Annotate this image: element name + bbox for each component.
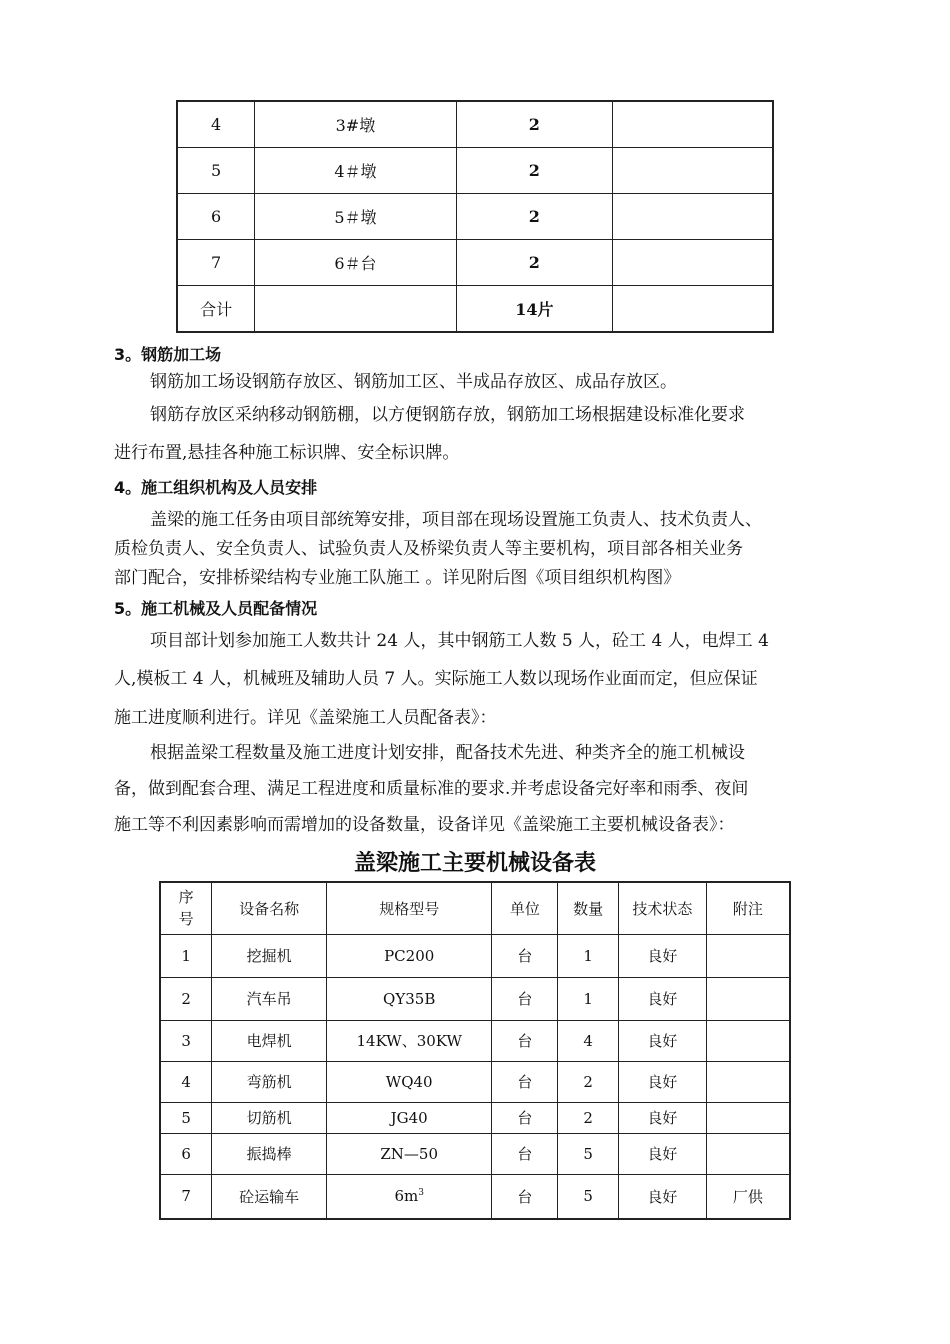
equip-qty: 2 [558, 1102, 619, 1133]
equip-note [706, 977, 790, 1020]
header-status: 技术状态 [619, 882, 707, 934]
section-5-heading: 5。施工机械及人员配备情况 [114, 599, 318, 618]
table-row [177, 194, 773, 240]
beam-count: 2 [456, 101, 612, 148]
row-number: 6 [177, 194, 255, 240]
section-3-paragraph-line: 钢筋存放区采纳移动钢筋棚，以方便钢筋存放，钢筋加工场根据建设标准化要求 [150, 405, 745, 425]
equip-status: 良好 [619, 934, 707, 977]
equip-note [706, 1061, 790, 1102]
equip-qty: 1 [558, 934, 619, 977]
row-note [613, 194, 773, 240]
table-row [160, 1174, 790, 1219]
equip-name: 弯筋机 [212, 1061, 327, 1102]
equip-spec: WQ40 [326, 1061, 492, 1102]
table-row [160, 1133, 790, 1174]
section-5-paragraph-line: 施工进度顺利进行。详见《盖梁施工人员配备表》： [114, 708, 497, 728]
total-count: 14片 [456, 286, 612, 333]
table-row-total [177, 286, 773, 333]
beam-count: 2 [456, 194, 612, 240]
equip-name: 电焊机 [212, 1020, 327, 1061]
section-5-paragraph-line: 备，做到配套合理、满足工程进度和质量标准的要求.并考虑设备完好率和雨季、夜间 [114, 779, 749, 799]
section-5-paragraph-line: 项目部计划参加施工人数共计 24 人，其中钢筋工人数 5 人，砼工 4 人，电焊工 4 [150, 631, 769, 651]
header-name: 设备名称 [212, 882, 327, 934]
section-4-paragraph-line: 部门配合，安排桥梁结构专业施工队施工 。详见附后图《项目组织机构图》 [114, 568, 681, 588]
row-note [613, 148, 773, 194]
equipment-table-title: 盖梁施工主要机械设备表 [353, 851, 596, 876]
row-note [613, 286, 773, 333]
header-note: 附注 [706, 882, 790, 934]
table-row [160, 1020, 790, 1061]
equip-unit: 台 [492, 977, 558, 1020]
equip-name: 切筋机 [212, 1102, 327, 1133]
row-number: 7 [177, 240, 255, 286]
equip-status: 良好 [619, 1020, 707, 1061]
section-5-paragraph-line: 人,模板工 4 人，机械班及辅助人员 7 人。实际施工人数以现场作业面而定，但应保证 [114, 669, 758, 689]
equip-status: 良好 [619, 1133, 707, 1174]
header-no-text: 序号 [178, 888, 194, 929]
section-4-paragraph-line: 盖梁的施工任务由项目部统筹安排，项目部在现场设置施工负责人、技术负责人、 [150, 510, 762, 530]
beam-count-table [176, 100, 774, 333]
equip-unit: 台 [492, 1020, 558, 1061]
equip-status: 良好 [619, 1102, 707, 1133]
equip-no: 5 [160, 1102, 212, 1133]
equip-name: 振捣棒 [212, 1133, 327, 1174]
section-3-paragraph-line: 钢筋加工场设钢筋存放区、钢筋加工区、半成品存放区、成品存放区。 [150, 372, 677, 392]
equip-spec: PC200 [326, 934, 492, 977]
equip-status: 良好 [619, 977, 707, 1020]
equip-note [706, 1133, 790, 1174]
equip-unit: 台 [492, 1102, 558, 1133]
equip-note [706, 1102, 790, 1133]
table-header-row [160, 882, 790, 934]
equip-name: 砼运输车 [212, 1174, 327, 1219]
section-5-paragraph-line: 施工等不利因素影响而需增加的设备数量，设备详见《盖梁施工主要机械设备表》： [114, 815, 735, 835]
equip-spec-superscript: 3 [418, 1188, 424, 1199]
equip-qty: 5 [558, 1174, 619, 1219]
table-row [177, 148, 773, 194]
equip-no: 3 [160, 1020, 212, 1061]
equip-no: 2 [160, 977, 212, 1020]
section-4-paragraph-line: 质检负责人、安全负责人、试验负责人及桥梁负责人等主要机构，项目部各相关业务 [114, 539, 743, 559]
equip-qty: 5 [558, 1133, 619, 1174]
equip-no: 6 [160, 1133, 212, 1174]
equip-status: 良好 [619, 1061, 707, 1102]
pier-location: 5＃墩 [255, 194, 456, 240]
equip-spec: 14KW、30KW [326, 1020, 492, 1061]
equip-unit: 台 [492, 934, 558, 977]
pier-location: 4＃墩 [255, 148, 456, 194]
equip-spec: QY35B [326, 977, 492, 1020]
row-number: 5 [177, 148, 255, 194]
section-3-heading: 3。钢筋加工场 [114, 345, 222, 364]
table-row [160, 1102, 790, 1133]
equip-unit: 台 [492, 1061, 558, 1102]
table-row [160, 1061, 790, 1102]
equip-qty: 4 [558, 1020, 619, 1061]
equip-no: 4 [160, 1061, 212, 1102]
header-unit: 单位 [492, 882, 558, 934]
header-no [160, 882, 212, 934]
section-4-heading: 4。施工组织机构及人员安排 [114, 478, 318, 497]
row-number: 4 [177, 101, 255, 148]
row-note [613, 101, 773, 148]
equip-spec [326, 1174, 492, 1219]
equip-note: 厂供 [706, 1174, 790, 1219]
equip-spec: ZN—50 [326, 1133, 492, 1174]
beam-count: 2 [456, 240, 612, 286]
equip-name: 挖掘机 [212, 934, 327, 977]
table-row [177, 101, 773, 148]
equip-qty: 2 [558, 1061, 619, 1102]
section-3-paragraph-line: 进行布置,悬挂各种施工标识牌、安全标识牌。 [114, 443, 460, 463]
pier-location: 6＃台 [255, 240, 456, 286]
table-row [160, 934, 790, 977]
beam-count: 2 [456, 148, 612, 194]
equip-no: 1 [160, 934, 212, 977]
pier-location: 3#墩 [255, 101, 456, 148]
equip-note [706, 1020, 790, 1061]
header-qty: 数量 [558, 882, 619, 934]
equip-spec-text: 6m [394, 1187, 419, 1206]
equip-note [706, 934, 790, 977]
equip-status: 良好 [619, 1174, 707, 1219]
equip-unit: 台 [492, 1133, 558, 1174]
total-label: 合计 [177, 286, 255, 333]
equip-spec: JG40 [326, 1102, 492, 1133]
row-note [613, 240, 773, 286]
equip-no: 7 [160, 1174, 212, 1219]
equip-name: 汽车吊 [212, 977, 327, 1020]
section-5-paragraph-line: 根据盖梁工程数量及施工进度计划安排，配备技术先进、种类齐全的施工机械设 [150, 743, 745, 763]
pier-location [255, 286, 456, 333]
equip-unit: 台 [492, 1174, 558, 1219]
equip-qty: 1 [558, 977, 619, 1020]
header-spec: 规格型号 [326, 882, 492, 934]
table-row [160, 977, 790, 1020]
table-row [177, 240, 773, 286]
equipment-table [159, 881, 791, 1220]
